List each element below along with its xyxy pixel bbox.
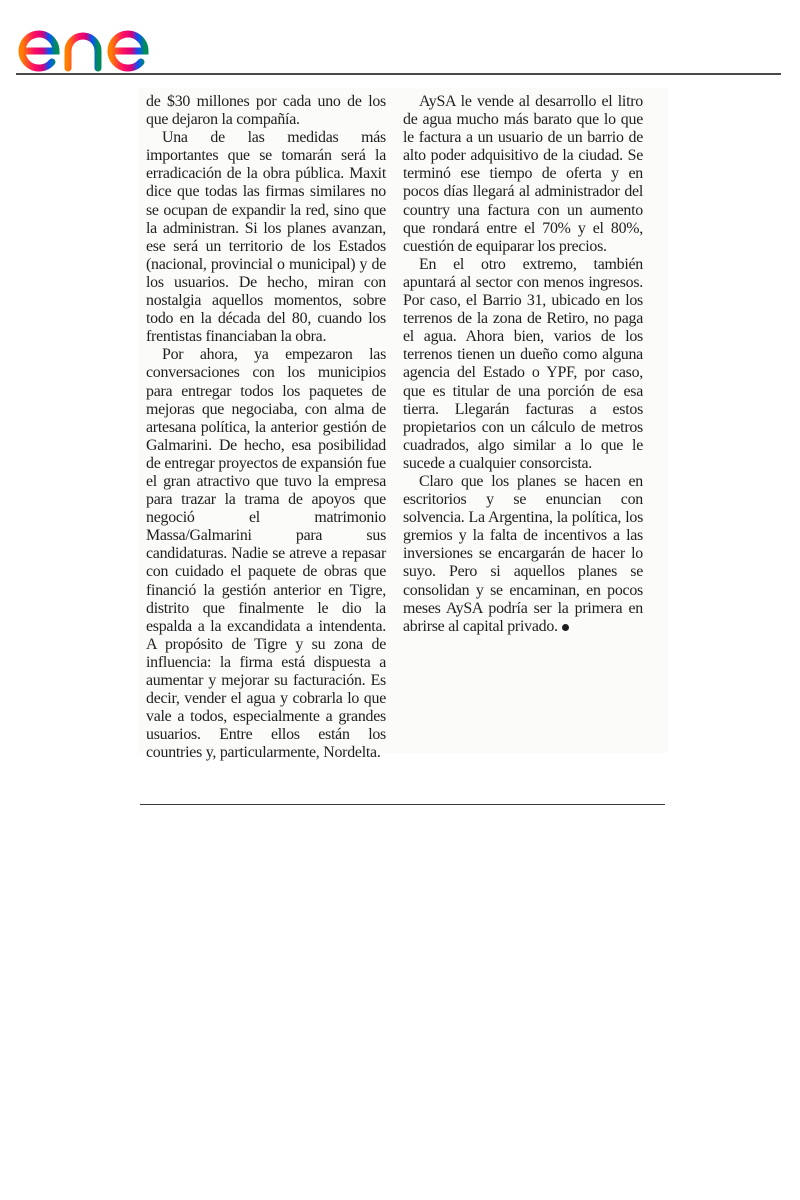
article-paragraph: Por ahora, ya empezaron las conversaciones con los municipios para entregar todos los paquetes de mejoras que negociaba, con alma de artesana política, la anterior gestión de Galmarini. De hecho, esa posibilidad de entregar proyectos de expansión fue el gran atractivo que tuvo la empresa para trazar la trama de apoyos que negoció el matrimonio Massa/Galmarini para sus candidaturas. Nadie se atreve a repasar con cuidado el paquete de obras que financió la gestión anterior en Tigre, distrito que finalmente le dio la espalda a la excandidata a intendenta. A propósito de Tigre y su zona de influencia: la firma está dispuesta a aumentar y mejorar su facturación. Es decir, vender el agua y cobrarla lo que vale a todos, especialmente a grandes usuarios. Entre ellos están los countries y, particularmente, Nordelta. [146,346,386,762]
article-paragraph-last [403,473,643,636]
article-paragraph-text: Claro que los planes se hacen en escritorios y se enuncian con solvencia. La Argentina, la política, los gremios y la falta de incentivos a las inversiones se encargarán de hacer lo suyo. Pero si aquellos planes se consolidan y se encaminan, en pocos meses AySA podría ser la primera en abrirse al capital privado. [403,472,643,635]
article-paragraph: de $30 millones por cada uno de los que dejaron la compañía. [146,93,386,129]
article-paragraph: AySA le vende al desarrollo el litro de agua mucho más barato que lo que le factura a un usuario de un barrio de alto poder adquisitivo de la ciudad. Se terminó ese tiempo de oferta y en pocos días llegará al administrador del country una factura con un aumento que rondará entre el 70% y el 80%, cuestión de equiparar los precios. [403,93,643,255]
article-column-left [146,93,386,762]
end-of-article-icon [562,624,569,631]
enel-logo [14,6,184,72]
article-column-right [403,93,643,636]
article-paragraph: En el otro extremo, también apuntará al sector con menos ingresos. Por caso, el Barrio 31, ubicado en los terrenos de la zona de Retiro, no paga el agua. Ahora bien, varios de los terrenos tienen un dueño como alguna agencia del Estado o YPF, por caso, que es titular de una porción de esa tierra. Llegarán facturas a estos propietarios con un cálculo de metros cuadrados, algo similar a lo que le sucede a cualquier consorcista. [403,255,643,472]
header-rule [16,73,781,75]
news-clipping [138,88,668,762]
footer-rule [140,804,665,805]
article-paragraph: Una de las medidas más importantes que se tomarán será la erradicación de la obra pública. Maxit dice que todas las firmas similares no se ocupan de expandir la red, sino que la administran. Si los planes avanzan, ese será un territorio de los Estados (nacional, provincial o municipal) y de los usuarios. De hecho, miran con nostalgia aquellos momentos, sobre todo en la década del 80, cuando los frentistas financiaban la obra. [146,129,386,346]
